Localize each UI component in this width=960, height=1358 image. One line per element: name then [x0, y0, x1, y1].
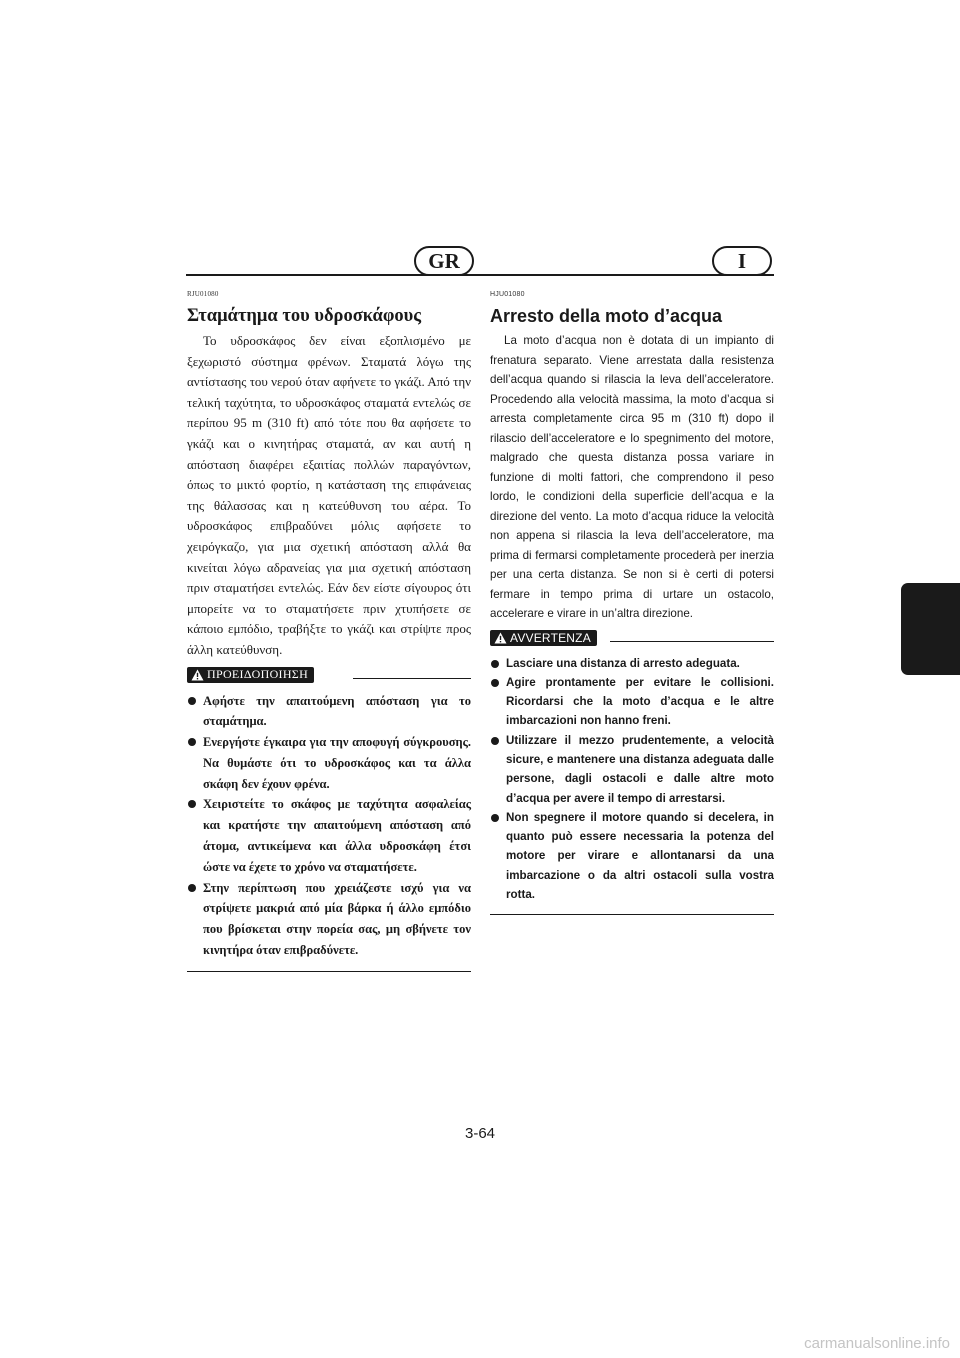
warning-list — [490, 654, 774, 905]
greek-column — [187, 290, 471, 972]
list-item — [490, 731, 774, 808]
list-item — [490, 654, 774, 673]
warning-list — [187, 691, 471, 961]
list-item — [187, 691, 471, 733]
list-item-text: Αφήστε την απαιτούμενη απόσταση για το σταμάτημα. — [203, 693, 471, 729]
watermark: carmanualsonline.info — [804, 1335, 950, 1352]
header-divider — [186, 274, 774, 276]
bullet-icon — [188, 884, 196, 892]
warning-label: AVVERTENZA — [510, 630, 591, 645]
bullet-icon — [491, 679, 499, 687]
list-item-text: Χειριστείτε το σκάφος με ταχύτητα ασφαλείας και κρατήστε την απαιτούμενη απόσταση από άτομα, αντικείμενα και άλλα υδροσκάφη έτσι ώστε να έχετε το χρόνο να σταματήσετε. — [203, 797, 471, 874]
warning-header — [490, 630, 774, 648]
list-item-text: Στην περίπτωση που χρειάζεστε ισχύ για να στρίψετε μακριά από μία βάρκα ή άλλο εμπόδιο που βρίσκεται στην πορεία σας, μη σβήνετε τον κινητήρα όταν επιβραδύνετε. — [203, 880, 471, 958]
warning-triangle-icon — [191, 669, 204, 681]
list-item — [187, 732, 471, 794]
section-end-rule — [187, 971, 471, 972]
warning-rule — [353, 678, 471, 679]
italian-column — [490, 290, 774, 915]
list-item-text: Utilizzare il mezzo prudentemente, a velocità sicure, e mantenere una distanza adeguata dalle persone, dagli ostacoli e dalle altre moto d’acqua per avere il tempo di arrestarsi. — [506, 733, 774, 805]
warning-label-box — [187, 667, 314, 683]
bullet-icon — [188, 697, 196, 705]
bullet-icon — [188, 738, 196, 746]
warning-label-box — [490, 630, 597, 646]
warning-header — [187, 667, 471, 685]
list-item — [187, 794, 471, 877]
section-title: Σταμάτημα του υδροσκάφους — [187, 306, 422, 326]
bullet-icon — [491, 814, 499, 822]
section-body: La moto d’acqua non è dotata di un impianto di frenatura separato. Viene arrestata dalla resistenza dell’acqua quando si rilascia la leva dell’acceleratore. Procedendo alla velocità massima, la moto d’acqua si arresta completamente circa 95 m (310 ft) dopo il rilascio dell’acceleratore e lo spegnimento del motore, malgrado che questa distanza possa variare in funzione di molti fattori, che comprendono il peso lordo, le condizioni della superficie dell’acqua e la direzione del vento. La moto d’acqua riduce la velocità non appena si rilascia la leva dell’acceleratore, ma prima di fermarsi completamente procederà per inerzia per una certa distanza. Se non si è certi di potersi fermare in tempo prima di urtare un ostacolo, accelerare e virare in un’altra direzione. — [490, 334, 774, 620]
section-title: Arresto della moto d’acqua — [490, 306, 723, 326]
warning-triangle-icon — [494, 632, 507, 644]
section-code: RJU01080 — [187, 290, 219, 298]
list-item-text: Ενεργήστε έγκαιρα για την αποφυγή σύγκρουσης. Να θυμάστε ότι το υδροσκάφος και τα άλλα σκάφη δεν έχουν φρένα. — [203, 735, 471, 791]
list-item-text: Agire prontamente per evitare le collisioni. Ricordarsi che la moto d’acqua e le altre imbarcazioni non hanno freni. — [506, 675, 774, 728]
list-item — [187, 878, 471, 961]
list-item — [490, 673, 774, 731]
bullet-icon — [188, 800, 196, 808]
section-end-rule — [490, 914, 774, 915]
list-item-text: Non spegnere il motore quando si decelera, in quanto può essere necessaria la potenza del motore per virare e allontanarsi da una imbarcazione o da altri ostacoli sulla vostra rotta. — [506, 810, 774, 902]
bullet-icon — [491, 660, 499, 668]
page-number: 3-64 — [464, 1125, 496, 1142]
warning-label: ΠΡΟΕΙΔΟΠΟΙΗΣΗ — [207, 667, 309, 681]
list-item-text: Lasciare una distanza di arresto adeguata. — [506, 656, 740, 670]
section-code: HJU01080 — [490, 291, 525, 298]
warning-rule — [610, 641, 774, 642]
bullet-icon — [491, 737, 499, 745]
section-body: Το υδροσκάφος δεν είναι εξοπλισμένο με ξεχωριστό σύστημα φρένων. Σταματά λόγω της αντίστασης του νερού όταν αφήνετε το γκάζι. Από την τελική ταχύτητα, το υδροσκάφος σταματά εντελώς σε περίπου 95 m (310 ft) από τότε που θα αφήσετε το γκάζι και ο κινητήρας σταματά, αν και αυτή η απόσταση διαφέρει εξαιτίας πολλών παραγόντων, όπως το μικτό φορτίο, η κατάσταση της επιφάνειας της θάλασσας και η κατεύθυνση του αέρα. Το υδροσκάφος επιβραδύνει μόλις αφήσετε το χειρόγκαζο, για μια σχετική απόσταση αλλά θα κινείται λόγω αδρανείας για μια σχετική απόσταση πριν σταματήσει εντελώς. Εάν δεν είστε σίγουρος ότι μπορείτε να το σταματήσετε πριν χτυπήσετε σε κάποιο εμπόδιο, τραβήξτε το γκάζι και στρίψτε προς άλλη κατεύθυνση. — [187, 333, 471, 657]
list-item — [490, 808, 774, 904]
chapter-side-tab — [901, 583, 960, 675]
language-badge-i: I — [712, 246, 772, 276]
language-badge-gr: GR — [414, 246, 474, 276]
